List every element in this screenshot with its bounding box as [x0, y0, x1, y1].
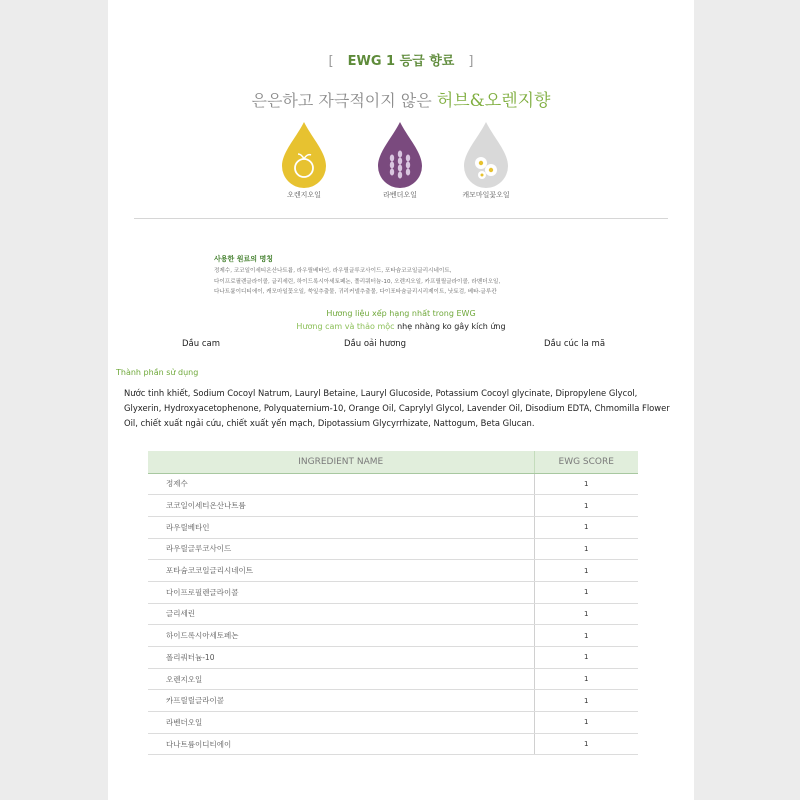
chamomile-oil-drop — [460, 120, 512, 190]
lavender-oil-drop — [374, 120, 426, 190]
ewg-score: 1 — [534, 538, 638, 560]
ingredient-name: 라우릴베타인 — [148, 516, 534, 538]
table-row — [148, 733, 638, 755]
table-row — [148, 712, 638, 734]
oil-label-lavender: 라벤더오일 — [383, 191, 417, 199]
composition-text: Nước tinh khiết, Sodium Cocoyl Natrum, Lauryl Betaine, Lauryl Glucoside, Potassium Cocoyl glycinate, Dipropylene Glycol, Glyxerin, Hydroxyacetophenone, Polyquaternium-10, Orange Oil, Caprylyl Glycol, Lavender Oil, Disodium EDTA, Chmomilla Flower Oil, chiết xuất ngải cứu, chiết xuất yến mạch, Dipotassium Glycyrrhizate, Nattogum, Beta Glucan. — [124, 388, 670, 428]
ewg-score: 1 — [534, 647, 638, 669]
oil-label-orange: 오렌지오일 — [287, 191, 321, 199]
composition-heading: Thành phần sử dụng — [116, 368, 199, 377]
ewg-score: 1 — [534, 712, 638, 734]
korean-ingredient-line: 다이프로필렌글라이콜, 글리세린, 하이드록시아세토페논, 폴리쿼터늄-10, 오렌지오일, 카프릴릴글라이콜, 라벤더오일, — [214, 278, 501, 285]
vn-oil-name-lavender: Dầu oải hương — [344, 339, 407, 349]
ewg-score: 1 — [534, 603, 638, 625]
ewg-score: 1 — [534, 733, 638, 755]
ingredient-name: 라벤더오일 — [148, 712, 534, 734]
ingredient-name: 포타슘코코일글리시네이트 — [148, 560, 534, 582]
column-header-ingredient: INGREDIENT NAME — [148, 451, 534, 473]
table-row — [148, 581, 638, 603]
table-row — [148, 516, 638, 538]
ewg-score: 1 — [534, 690, 638, 712]
table-row — [148, 647, 638, 669]
vietnamese-note-line2 — [108, 322, 694, 331]
vn-oil-name-orange: Dầu cam — [182, 339, 221, 349]
ewg-score: 1 — [534, 473, 638, 495]
table-row — [148, 625, 638, 647]
ewg-score: 1 — [534, 581, 638, 603]
ewg-score: 1 — [534, 668, 638, 690]
ingredient-name: 하이드록시아세토페논 — [148, 625, 534, 647]
ingredient-name: 다나트륨이디티에이 — [148, 733, 534, 755]
ingredient-name: 정제수 — [148, 473, 534, 495]
ingredients-heading: 사용한 원료의 명칭 — [214, 255, 273, 263]
table-header-row — [148, 451, 638, 473]
table-row — [148, 495, 638, 517]
vn-oil-name-chamomile: Dầu cúc la mã — [544, 339, 606, 349]
subtitle-plain: 은은하고 자극적이지 않은 — [251, 91, 432, 110]
column-header-score: EWG SCORE — [534, 451, 638, 473]
title-text: EWG 1 등급 향료 — [347, 54, 455, 69]
korean-ingredient-list — [214, 266, 594, 298]
korean-ingredient-line: 다나트륨이디티에이, 캐모마일꽃오일, 쑥잎추출물, 귀리커넬추출물, 다이포타슘글리시리제이트, 낫토검, 베타-글루칸 — [214, 289, 497, 295]
orange-oil-drop — [278, 120, 330, 190]
table-row — [148, 473, 638, 495]
ewg-score: 1 — [534, 560, 638, 582]
ewg-score: 1 — [534, 516, 638, 538]
page-title: [ EWG 1 등급 향료 ] — [328, 54, 474, 69]
ingredient-name: 글리세린 — [148, 603, 534, 625]
ingredient-name: 다이프로필렌글라이콜 — [148, 581, 534, 603]
document-page — [108, 0, 694, 800]
oil-label-chamomile: 캐모마일꽃오일 — [462, 191, 510, 199]
table-row — [148, 538, 638, 560]
subtitle-highlight: 허브&오렌지향 — [436, 91, 551, 111]
section-divider — [134, 218, 668, 219]
ewg-score: 1 — [534, 495, 638, 517]
ingredient-name: 카프릴릴글라이콜 — [148, 690, 534, 712]
korean-ingredient-line: 정제수, 코코일이세티온산나트륨, 라우릴베타인, 라우릴글루코사이드, 포타슘코코일글리시네이트, — [214, 268, 452, 274]
ewg-score-table — [148, 451, 638, 755]
table-row — [148, 690, 638, 712]
ewg-score: 1 — [534, 625, 638, 647]
table-row — [148, 603, 638, 625]
vietnamese-note-green: Hương cam và thảo mộc — [296, 322, 395, 331]
vietnamese-note-line1: Hương liệu xếp hạng nhất trong EWG — [326, 309, 476, 318]
table-row — [148, 668, 638, 690]
vietnamese-note-black: nhẹ nhàng ko gây kích ứng — [397, 322, 506, 331]
ingredient-name: 코코일이세티온산나트륨 — [148, 495, 534, 517]
ingredient-name: 오렌지오일 — [148, 668, 534, 690]
page-subtitle — [108, 86, 694, 111]
ingredient-name: 라우릴글루코사이드 — [148, 538, 534, 560]
table-row — [148, 560, 638, 582]
ingredient-name: 폴리쿼터늄-10 — [148, 647, 534, 669]
